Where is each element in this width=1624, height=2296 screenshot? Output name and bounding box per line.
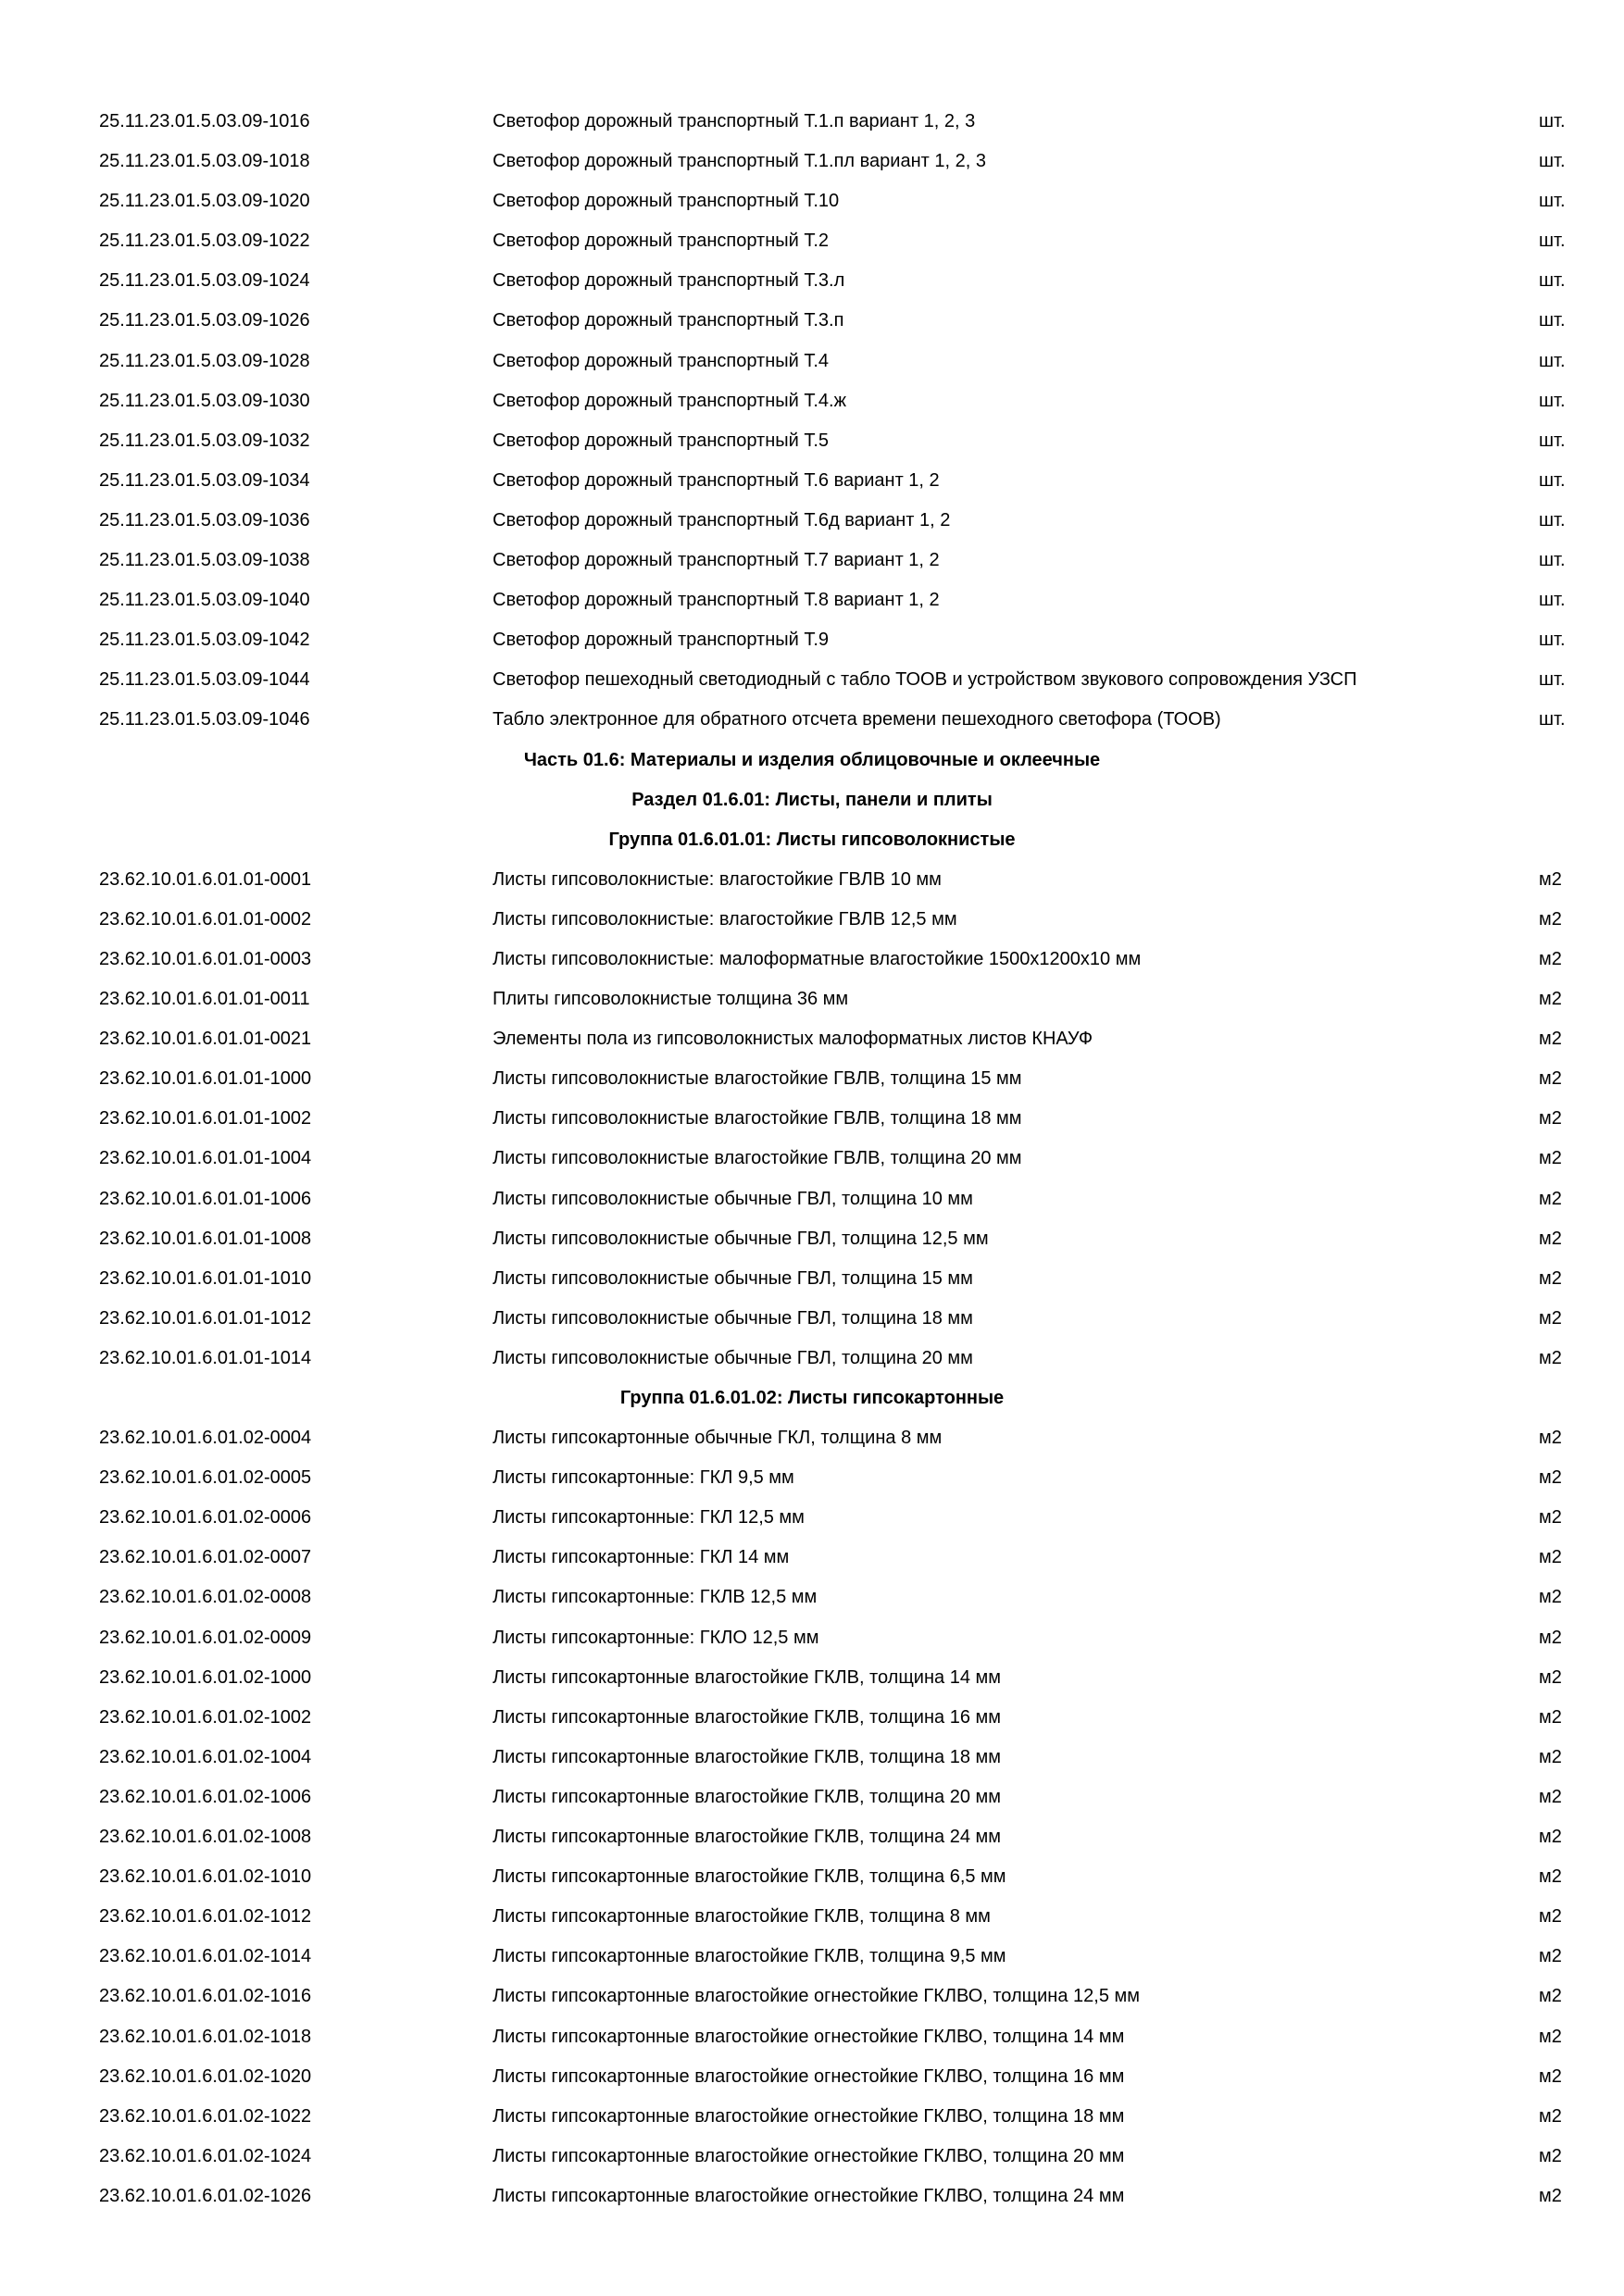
table-row	[0, 1299, 1624, 1339]
item-unit: м2	[1539, 1267, 1562, 1289]
item-unit: шт.	[1539, 430, 1566, 451]
item-unit: шт.	[1539, 310, 1566, 331]
item-name: Листы гипсокартонные влагостойкие огнестойкие ГКЛВО, толщина 16 мм	[493, 2065, 1125, 2087]
item-unit: м2	[1539, 1068, 1562, 1090]
item-unit: м2	[1539, 1108, 1562, 1129]
item-name: Листы гипсокартонные: ГКЛ 12,5 мм	[493, 1507, 805, 1529]
table-row	[0, 221, 1624, 261]
item-code: 25.11.23.01.5.03.09-1024	[99, 270, 310, 292]
table-row	[0, 2017, 1624, 2057]
item-code: 25.11.23.01.5.03.09-1026	[99, 310, 310, 331]
item-code: 23.62.10.01.6.01.02-1024	[99, 2145, 312, 2166]
item-code: 23.62.10.01.6.01.02-1000	[99, 1666, 312, 1688]
table-row	[0, 1059, 1624, 1099]
table-row	[0, 1418, 1624, 1458]
table-row	[0, 1219, 1624, 1259]
item-name: Светофор дорожный транспортный Т.5	[493, 430, 830, 451]
table-row	[0, 1339, 1624, 1379]
item-name: Листы гипсокартонные: ГКЛО 12,5 мм	[493, 1627, 819, 1648]
item-code: 25.11.23.01.5.03.09-1020	[99, 191, 310, 212]
item-code: 23.62.10.01.6.01.02-1016	[99, 1986, 312, 2007]
item-code: 23.62.10.01.6.01.02-1002	[99, 1706, 312, 1728]
item-code: 25.11.23.01.5.03.09-1044	[99, 669, 310, 691]
item-name: Листы гипсоволокнистые обычные ГВЛ, толщина 10 мм	[493, 1188, 973, 1209]
item-name: Листы гипсоволокнистые обычные ГВЛ, толщина 12,5 мм	[493, 1228, 989, 1249]
item-code: 23.62.10.01.6.01.02-1006	[99, 1786, 312, 1807]
table-row	[0, 1099, 1624, 1139]
table-row	[0, 1139, 1624, 1179]
section-heading: Группа 01.6.01.02: Листы гипсокартонные	[619, 1388, 1005, 1408]
item-name: Листы гипсокартонные влагостойкие огнестойкие ГКЛВО, толщина 24 мм	[493, 2185, 1125, 2206]
item-unit: м2	[1539, 1228, 1562, 1249]
item-name: Светофор дорожный транспортный Т.3.л	[493, 270, 845, 292]
item-code: 23.62.10.01.6.01.01-1008	[99, 1228, 312, 1249]
item-unit: м2	[1539, 1946, 1562, 1967]
item-unit: м2	[1539, 1347, 1562, 1368]
item-unit: м2	[1539, 948, 1562, 969]
item-name: Листы гипсоволокнистые: влагостойкие ГВЛВ 10 мм	[493, 868, 942, 890]
item-unit: м2	[1539, 1706, 1562, 1728]
table-row	[0, 461, 1624, 501]
item-code: 23.62.10.01.6.01.02-1010	[99, 1866, 312, 1888]
item-unit: м2	[1539, 1148, 1562, 1169]
item-name: Светофор дорожный транспортный Т.6д вариант 1, 2	[493, 509, 951, 530]
item-name: Листы гипсоволокнистые: малоформатные влагостойкие 1500х1200х10 мм	[493, 948, 1142, 969]
item-code: 23.62.10.01.6.01.02-0004	[99, 1428, 312, 1449]
item-unit: м2	[1539, 1866, 1562, 1888]
item-unit: м2	[1539, 1029, 1562, 1050]
item-code: 23.62.10.01.6.01.02-0007	[99, 1547, 312, 1568]
item-unit: шт.	[1539, 469, 1566, 491]
item-code: 23.62.10.01.6.01.02-0008	[99, 1587, 312, 1608]
item-unit: м2	[1539, 1307, 1562, 1329]
item-code: 23.62.10.01.6.01.01-0003	[99, 948, 312, 969]
item-code: 23.62.10.01.6.01.02-1022	[99, 2105, 312, 2127]
item-name: Листы гипсоволокнистые обычные ГВЛ, толщина 18 мм	[493, 1307, 973, 1329]
section-heading: Часть 01.6: Материалы и изделия облицовочные и оклеечные	[523, 749, 1101, 770]
item-code: 25.11.23.01.5.03.09-1016	[99, 111, 310, 131]
item-unit: м2	[1539, 2185, 1562, 2206]
item-code: 25.11.23.01.5.03.09-1022	[99, 231, 310, 252]
item-name: Листы гипсоволокнистые влагостойкие ГВЛВ, толщина 18 мм	[493, 1108, 1022, 1129]
item-name: Листы гипсокартонные влагостойкие ГКЛВ, толщина 16 мм	[493, 1706, 1002, 1728]
item-unit: м2	[1539, 1746, 1562, 1767]
table-row	[0, 2177, 1624, 2216]
item-code: 23.62.10.01.6.01.01-0011	[99, 989, 310, 1010]
item-code: 25.11.23.01.5.03.09-1018	[99, 151, 310, 172]
table-row	[0, 1618, 1624, 1658]
item-name: Листы гипсокартонные влагостойкие ГКЛВ, толщина 24 мм	[493, 1827, 1002, 1848]
item-unit: м2	[1539, 1627, 1562, 1648]
item-unit: м2	[1539, 989, 1562, 1010]
table-row	[0, 660, 1624, 700]
item-unit: шт.	[1539, 630, 1566, 651]
table-row	[0, 700, 1624, 740]
item-unit: м2	[1539, 1547, 1562, 1568]
item-name: Листы гипсоволокнистые влагостойкие ГВЛВ, толщина 15 мм	[493, 1068, 1022, 1090]
table-row	[0, 1738, 1624, 1778]
item-code: 23.62.10.01.6.01.01-1014	[99, 1347, 312, 1368]
item-unit: м2	[1539, 1786, 1562, 1807]
item-name: Листы гипсокартонные влагостойкие ГКЛВ, толщина 9,5 мм	[493, 1946, 1006, 1967]
item-code: 23.62.10.01.6.01.02-1018	[99, 2026, 312, 2047]
table-row	[0, 1538, 1624, 1578]
item-name: Светофор дорожный транспортный Т.1.п вариант 1, 2, 3	[493, 111, 976, 131]
table-row	[0, 301, 1624, 341]
table-row	[0, 2057, 1624, 2097]
item-code: 23.62.10.01.6.01.01-1002	[99, 1108, 312, 1129]
document-page	[0, 102, 1624, 2216]
item-name: Листы гипсокартонные: ГКЛ 9,5 мм	[493, 1467, 794, 1489]
item-unit: м2	[1539, 1666, 1562, 1688]
table-row	[0, 1179, 1624, 1219]
item-code: 25.11.23.01.5.03.09-1036	[99, 509, 310, 530]
item-code: 23.62.10.01.6.01.02-0009	[99, 1627, 312, 1648]
table-row	[0, 2097, 1624, 2137]
item-code: 23.62.10.01.6.01.02-1014	[99, 1946, 312, 1967]
item-unit: шт.	[1539, 270, 1566, 292]
item-name: Светофор дорожный транспортный Т.3.п	[493, 310, 844, 331]
table-row	[0, 1857, 1624, 1897]
item-name: Светофор пешеходный светодиодный с табло ТООВ и устройством звукового сопровождения УЗСП	[493, 669, 1357, 691]
item-code: 25.11.23.01.5.03.09-1042	[99, 630, 310, 651]
item-unit: шт.	[1539, 231, 1566, 252]
item-unit: м2	[1539, 2145, 1562, 2166]
item-name: Светофор дорожный транспортный Т.4	[493, 350, 830, 371]
item-name: Листы гипсокартонные влагостойкие ГКЛВ, толщина 8 мм	[493, 1906, 991, 1928]
item-unit: м2	[1539, 1986, 1562, 2007]
table-row	[0, 342, 1624, 381]
item-code: 23.62.10.01.6.01.01-1012	[99, 1307, 312, 1329]
item-unit: шт.	[1539, 350, 1566, 371]
item-code: 25.11.23.01.5.03.09-1034	[99, 469, 310, 491]
item-name: Листы гипсокартонные влагостойкие ГКЛВ, толщина 18 мм	[493, 1746, 1002, 1767]
table-row	[0, 181, 1624, 221]
item-name: Листы гипсокартонные влагостойкие огнестойкие ГКЛВО, толщина 12,5 мм	[493, 1986, 1140, 2007]
table-row	[0, 1817, 1624, 1857]
item-code: 25.11.23.01.5.03.09-1032	[99, 430, 310, 451]
item-code: 23.62.10.01.6.01.01-0021	[99, 1029, 312, 1050]
item-name: Светофор дорожный транспортный Т.1.пл вариант 1, 2, 3	[493, 151, 986, 172]
item-name: Листы гипсокартонные влагостойкие огнестойкие ГКЛВО, толщина 14 мм	[493, 2026, 1125, 2047]
table-row	[0, 2137, 1624, 2177]
item-name: Листы гипсокартонные: ГКЛВ 12,5 мм	[493, 1587, 818, 1608]
item-name: Листы гипсокартонные влагостойкие огнестойкие ГКЛВО, толщина 20 мм	[493, 2145, 1125, 2166]
table-row	[0, 381, 1624, 421]
item-code: 25.11.23.01.5.03.09-1040	[99, 590, 310, 611]
item-code: 23.62.10.01.6.01.02-1020	[99, 2065, 312, 2087]
item-unit: шт.	[1539, 191, 1566, 212]
table-row	[0, 1259, 1624, 1299]
item-unit: м2	[1539, 2065, 1562, 2087]
item-name: Светофор дорожный транспортный Т.10	[493, 191, 840, 212]
item-code: 23.62.10.01.6.01.01-0001	[99, 868, 312, 890]
item-code: 23.62.10.01.6.01.02-0005	[99, 1467, 312, 1489]
item-name: Листы гипсоволокнистые: влагостойкие ГВЛВ 12,5 мм	[493, 908, 957, 930]
item-unit: м2	[1539, 1827, 1562, 1848]
item-unit: шт.	[1539, 509, 1566, 530]
item-unit: м2	[1539, 1188, 1562, 1209]
item-name: Светофор дорожный транспортный Т.4.ж	[493, 390, 846, 411]
item-code: 23.62.10.01.6.01.02-1026	[99, 2185, 312, 2206]
item-unit: шт.	[1539, 111, 1566, 131]
table-row	[0, 541, 1624, 580]
table-row	[0, 142, 1624, 181]
table-row	[0, 1977, 1624, 2016]
item-code: 23.62.10.01.6.01.02-1012	[99, 1906, 312, 1928]
table-row	[0, 1778, 1624, 1817]
table-row	[0, 1897, 1624, 1937]
item-name: Светофор дорожный транспортный Т.2	[493, 231, 830, 252]
item-code: 25.11.23.01.5.03.09-1030	[99, 390, 310, 411]
item-unit: м2	[1539, 868, 1562, 890]
table-row	[0, 501, 1624, 541]
item-unit: м2	[1539, 1428, 1562, 1449]
item-unit: м2	[1539, 1906, 1562, 1928]
item-name: Листы гипсокартонные: ГКЛ 14 мм	[493, 1547, 790, 1568]
table-row	[0, 580, 1624, 620]
table-row	[0, 900, 1624, 940]
table-row	[0, 860, 1624, 900]
item-code: 23.62.10.01.6.01.01-1006	[99, 1188, 312, 1209]
item-unit: м2	[1539, 2105, 1562, 2127]
item-name: Листы гипсокартонные обычные ГКЛ, толщина 8 мм	[493, 1428, 943, 1449]
item-name: Плиты гипсоволокнистые толщина 36 мм	[493, 989, 849, 1010]
item-code: 25.11.23.01.5.03.09-1028	[99, 350, 310, 371]
item-code: 23.62.10.01.6.01.01-1000	[99, 1068, 312, 1090]
item-name: Листы гипсоволокнистые влагостойкие ГВЛВ, толщина 20 мм	[493, 1148, 1022, 1169]
item-code: 23.62.10.01.6.01.01-1004	[99, 1148, 312, 1169]
item-code: 25.11.23.01.5.03.09-1046	[99, 709, 310, 730]
item-code: 23.62.10.01.6.01.02-0006	[99, 1507, 312, 1529]
item-name: Листы гипсокартонные влагостойкие ГКЛВ, толщина 14 мм	[493, 1666, 1002, 1688]
section-heading: Раздел 01.6.01: Листы, панели и плиты	[631, 789, 993, 810]
item-unit: м2	[1539, 1587, 1562, 1608]
table-row	[0, 421, 1624, 461]
item-name: Светофор дорожный транспортный Т.6 вариант 1, 2	[493, 469, 940, 491]
item-name: Светофор дорожный транспортный Т.7 вариант 1, 2	[493, 550, 940, 571]
table-row	[0, 1019, 1624, 1059]
item-name: Листы гипсокартонные влагостойкие огнестойкие ГКЛВО, толщина 18 мм	[493, 2105, 1125, 2127]
table-row	[0, 620, 1624, 660]
item-unit: шт.	[1539, 669, 1566, 691]
item-name: Элементы пола из гипсоволокнистых малоформатных листов КНАУФ	[493, 1029, 1093, 1050]
item-name: Светофор дорожный транспортный Т.8 вариант 1, 2	[493, 590, 940, 611]
item-unit: шт.	[1539, 151, 1566, 172]
item-name: Табло электронное для обратного отсчета времени пешеходного светофора (ТООВ)	[493, 709, 1221, 730]
item-code: 23.62.10.01.6.01.02-1008	[99, 1827, 312, 1848]
table-row	[0, 1698, 1624, 1738]
item-name: Листы гипсоволокнистые обычные ГВЛ, толщина 15 мм	[493, 1267, 973, 1289]
item-name: Листы гипсокартонные влагостойкие ГКЛВ, толщина 6,5 мм	[493, 1866, 1006, 1888]
table-row	[0, 1458, 1624, 1498]
item-code: 23.62.10.01.6.01.01-0002	[99, 908, 312, 930]
table-row	[0, 1578, 1624, 1617]
item-unit: шт.	[1539, 590, 1566, 611]
item-unit: м2	[1539, 2026, 1562, 2047]
item-name: Листы гипсокартонные влагостойкие ГКЛВ, толщина 20 мм	[493, 1786, 1002, 1807]
table-row	[0, 102, 1624, 142]
item-unit: шт.	[1539, 550, 1566, 571]
item-name: Светофор дорожный транспортный Т.9	[493, 630, 830, 651]
table-row	[0, 940, 1624, 980]
table-row	[0, 261, 1624, 301]
item-unit: шт.	[1539, 390, 1566, 411]
item-code: 23.62.10.01.6.01.01-1010	[99, 1267, 312, 1289]
table-row	[0, 1658, 1624, 1698]
item-unit: шт.	[1539, 709, 1566, 730]
item-unit: м2	[1539, 1467, 1562, 1489]
table-row	[0, 1937, 1624, 1977]
item-unit: м2	[1539, 1507, 1562, 1529]
table-row	[0, 1498, 1624, 1538]
section-heading: Группа 01.6.01.01: Листы гипсоволокнистые	[608, 829, 1016, 850]
item-name: Листы гипсоволокнистые обычные ГВЛ, толщина 20 мм	[493, 1347, 973, 1368]
table-row	[0, 980, 1624, 1019]
item-code: 23.62.10.01.6.01.02-1004	[99, 1746, 312, 1767]
item-unit: м2	[1539, 908, 1562, 930]
item-code: 25.11.23.01.5.03.09-1038	[99, 550, 310, 571]
